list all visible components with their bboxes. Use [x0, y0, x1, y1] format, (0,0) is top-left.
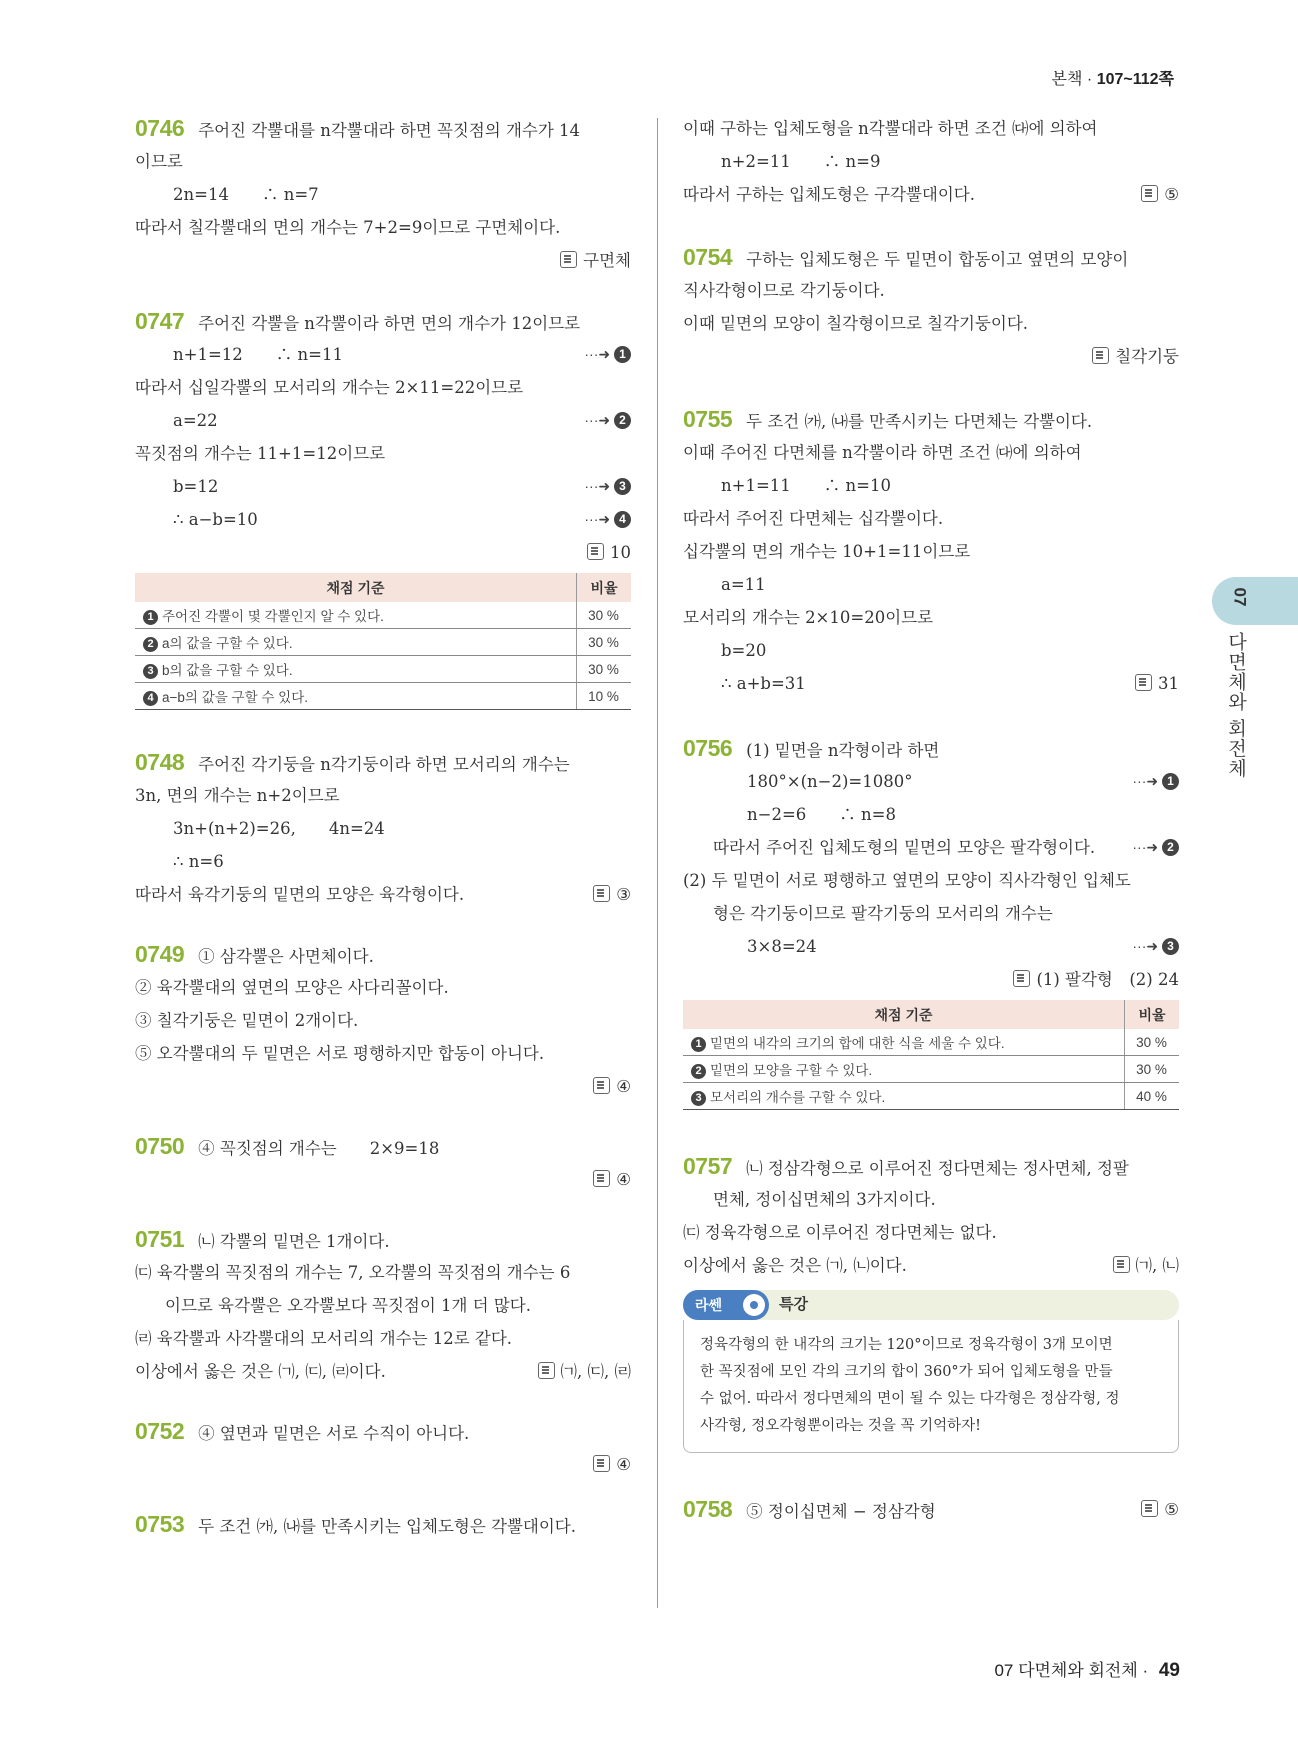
answer — [1092, 340, 1179, 373]
answer-text: ㈀, ㈂, ㈃ — [560, 1362, 631, 1381]
problem-number: 0751 — [135, 1226, 185, 1252]
table-row: 4 a−b의 값을 구할 수 있다. 10 % — [135, 683, 631, 710]
solution-line: ③ 칠각기둥은 밑면이 2개이다. — [135, 1011, 359, 1030]
page-header: 본책 · 107~112쪽 — [1051, 71, 1174, 88]
solution-line: ∴ a+b=31 — [721, 674, 806, 693]
solution-line: 주어진 각기둥을 n각기둥이라 하면 모서리의 개수는 — [198, 755, 570, 774]
special-lecture-box — [683, 1290, 1179, 1453]
answer — [593, 1070, 631, 1103]
grading-table — [683, 1000, 1179, 1110]
chapter-number: 07 — [1230, 587, 1250, 607]
problem-number: 0754 — [683, 244, 733, 270]
solution-line: 주어진 각뿔을 n각뿔이라 하면 면의 개수가 12이므로 — [198, 314, 581, 333]
solution-line: ∴ a−b=10 — [173, 510, 258, 529]
lecture-badge-label: 라쎈 — [695, 1297, 723, 1313]
solution-line: ㈁ 정삼각형으로 이루어진 정다면체는 정사면체, 정팔 — [746, 1159, 1129, 1178]
answer-icon — [593, 1077, 610, 1094]
answer-icon — [587, 543, 604, 560]
solution-line: n−2=6 ∴ n=8 — [747, 805, 896, 824]
solution-line: 이므로 — [135, 152, 183, 171]
step-marker-3: ···➜ 3 — [584, 470, 631, 503]
grading-table — [135, 573, 631, 710]
table-row: 2 밑면의 모양을 구할 수 있다. 30 % — [683, 1056, 1179, 1083]
problem-number: 0758 — [683, 1496, 733, 1522]
criteria-text: 모서리의 개수를 구할 수 있다. — [710, 1090, 886, 1105]
answer-text: ④ — [616, 1455, 631, 1474]
solution-line: 따라서 주어진 입체도형의 밑면의 모양은 팔각형이다. — [713, 838, 1096, 857]
problem-number: 0749 — [135, 941, 185, 967]
solution-line: 따라서 십일각뿔의 모서리의 개수는 2×11=22이므로 — [135, 378, 524, 397]
problem-0757 — [683, 1150, 1179, 1282]
solution-line: n+1=12 ∴ n=11 — [173, 345, 343, 364]
answer-icon — [1135, 674, 1152, 691]
problem-0747 — [135, 305, 631, 710]
answer — [1013, 963, 1179, 996]
problem-0753-continued — [683, 112, 1179, 211]
solution-line: 이상에서 옳은 것은 ㈀, ㈁이다. — [683, 1256, 907, 1275]
problem-0756 — [683, 732, 1179, 1110]
answer — [587, 536, 631, 569]
criteria-text: b의 값을 구할 수 있다. — [162, 663, 293, 678]
problem-number: 0755 — [683, 406, 733, 432]
book-ref-label: 본책 — [1051, 71, 1083, 88]
solution-line: 면체, 정이십면체의 3가지이다. — [713, 1190, 936, 1209]
badge-dot-icon — [743, 1294, 765, 1316]
step-marker-1: ···➜ 1 — [584, 338, 631, 371]
answer-icon — [593, 885, 610, 902]
problem-number: 0757 — [683, 1153, 733, 1179]
page-range: 107~112쪽 — [1096, 71, 1174, 88]
solution-line: n+1=11 ∴ n=10 — [721, 476, 891, 495]
answer-icon — [593, 1455, 610, 1472]
table-row: 3 모서리의 개수를 구할 수 있다. 40 % — [683, 1083, 1179, 1110]
solution-line: 두 조건 ㈎, ㈏를 만족시키는 입체도형은 각뿔대이다. — [198, 1517, 576, 1536]
solution-line: 형은 각기둥이므로 팔각기둥의 모서리의 개수는 — [713, 904, 1053, 923]
solution-line: 두 조건 ㈎, ㈏를 만족시키는 다면체는 각뿔이다. — [746, 412, 1093, 431]
problem-0746 — [135, 112, 631, 277]
solution-line: 꼭짓점의 개수는 11+1=12이므로 — [135, 444, 386, 463]
solution-line: 이때 주어진 다면체를 n각뿔이라 하면 조건 ㈐에 의하여 — [683, 443, 1082, 462]
lecture-line: 사각형, 정오각형뿐이라는 것을 꼭 기억하자! — [700, 1418, 981, 1434]
answer-icon — [1113, 1256, 1130, 1273]
lecture-title: 특강 — [779, 1296, 808, 1313]
problem-number: 0756 — [683, 735, 733, 761]
problem-number: 0753 — [135, 1511, 185, 1537]
problem-number: 0752 — [135, 1418, 185, 1444]
answer-icon — [1141, 1500, 1158, 1517]
solution-line: 따라서 칠각뿔대의 면의 개수는 7+2=9이므로 구면체이다. — [135, 218, 561, 237]
page-number: 49 — [1158, 1660, 1180, 1681]
answer-icon — [1013, 970, 1030, 987]
solution-line: ㈁ 각뿔의 밑면은 1개이다. — [198, 1232, 390, 1251]
answer-text: ③ — [616, 885, 631, 904]
criteria-text: 주어진 각뿔이 몇 각뿔인지 알 수 있다. — [162, 609, 384, 624]
step-marker-2: ···➜ 2 — [584, 404, 631, 437]
right-column — [683, 112, 1179, 1526]
solution-line: 이상에서 옳은 것은 ㈀, ㈂, ㈃이다. — [135, 1362, 386, 1381]
answer-icon — [560, 251, 577, 268]
criteria-text: a−b의 값을 구할 수 있다. — [162, 690, 308, 705]
step-marker-4: ···➜ 4 — [584, 503, 631, 536]
solution-line: 3n, 면의 개수는 n+2이므로 — [135, 786, 340, 805]
problem-number: 0746 — [135, 115, 185, 141]
problem-0754 — [683, 241, 1179, 373]
answer-text: ④ — [616, 1170, 631, 1189]
answer-text: 구면체 — [583, 251, 631, 270]
grading-header-criteria: 채점 기준 — [135, 573, 577, 602]
solution-line: 이때 구하는 입체도형을 n각뿔대라 하면 조건 ㈐에 의하여 — [683, 119, 1098, 138]
lecture-line: 정육각형의 한 내각의 크기는 120°이므로 정육각형이 3개 모이면 — [700, 1337, 1113, 1353]
ratio-text: 40 % — [1125, 1083, 1180, 1110]
answer-icon — [538, 1362, 555, 1379]
answer-text: ㈀, ㈁ — [1135, 1256, 1179, 1275]
solution-line: 이므로 육각뿔은 오각뿔보다 꼭짓점이 1개 더 많다. — [165, 1296, 531, 1315]
solution-line: 주어진 각뿔대를 n각뿔대라 하면 꼭짓점의 개수가 14 — [198, 121, 581, 140]
answer — [1141, 1493, 1179, 1526]
solution-line: ㈂ 육각뿔의 꼭짓점의 개수는 7, 오각뿔의 꼭짓점의 개수는 6 — [135, 1263, 571, 1282]
criteria-text: 밑면의 내각의 크기의 합에 대한 식을 세울 수 있다. — [710, 1036, 1005, 1051]
table-row: 3 b의 값을 구할 수 있다. 30 % — [135, 656, 631, 683]
solution-line: 3n+(n+2)=26, 4n=24 — [173, 819, 385, 838]
answer-text: 칠각기둥 — [1115, 347, 1179, 366]
left-column — [135, 112, 631, 1541]
solution-line: ④ 옆면과 밑면은 서로 수직이 아니다. — [198, 1424, 470, 1443]
solution-line: 따라서 육각기둥의 밑면의 모양은 육각형이다. — [135, 885, 465, 904]
lecture-badge — [683, 1290, 769, 1320]
table-row: 1 주어진 각뿔이 몇 각뿔인지 알 수 있다. 30 % — [135, 602, 631, 629]
ratio-text: 30 % — [577, 656, 632, 683]
table-row: 1 밑면의 내각의 크기의 합에 대한 식을 세울 수 있다. 30 % — [683, 1029, 1179, 1056]
problem-0748 — [135, 746, 631, 911]
answer — [560, 244, 631, 277]
solution-line: 구하는 입체도형은 두 밑면이 합동이고 옆면의 모양이 — [746, 250, 1129, 269]
solution-line: (1) 밑면을 n각형이라 하면 — [746, 741, 940, 760]
solution-line: n+2=11 ∴ n=9 — [721, 152, 881, 171]
chapter-side-label: 다면체와 회전체 — [1225, 632, 1246, 779]
solution-line: 직사각형이므로 각기둥이다. — [683, 281, 885, 300]
ratio-text: 30 % — [1125, 1056, 1180, 1083]
grading-header-ratio: 비율 — [577, 573, 632, 602]
solution-line: a=22 — [173, 411, 218, 430]
solution-line: ⑤ 오각뿔대의 두 밑면은 서로 평행하지만 합동이 아니다. — [135, 1044, 545, 1063]
answer — [593, 1163, 631, 1196]
solution-line: 따라서 주어진 다면체는 십각뿔이다. — [683, 509, 944, 528]
criteria-text: 밑면의 모양을 구할 수 있다. — [710, 1063, 873, 1078]
problem-0755 — [683, 403, 1179, 700]
solution-line: ② 육각뿔대의 옆면의 모양은 사다리꼴이다. — [135, 978, 449, 997]
answer — [593, 1448, 631, 1481]
problem-number: 0748 — [135, 749, 185, 775]
answer — [593, 878, 631, 911]
solution-line: ① 삼각뿔은 사면체이다. — [198, 947, 374, 966]
solution-line: 십각뿔의 면의 개수는 10+1=11이므로 — [683, 542, 971, 561]
problem-number: 0750 — [135, 1133, 185, 1159]
step-marker-2: ···➜ 2 — [1132, 831, 1179, 864]
answer — [1135, 667, 1179, 700]
answer-text: ④ — [616, 1077, 631, 1096]
problem-0749 — [135, 938, 631, 1103]
answer-text: 31 — [1158, 674, 1179, 693]
solution-line: ④ 꼭짓점의 개수는 2×9=18 — [198, 1139, 440, 1158]
solution-line: b=12 — [173, 477, 219, 496]
answer-text: 10 — [610, 543, 631, 562]
solution-line: 180°×(n−2)=1080° — [747, 772, 913, 791]
footer-chapter: 07 다면체와 회전체 — [994, 1661, 1138, 1680]
solution-line: 따라서 구하는 입체도형은 구각뿔대이다. — [683, 185, 975, 204]
answer — [1141, 178, 1179, 211]
solution-line: 이때 밑면의 모양이 칠각형이므로 칠각기둥이다. — [683, 314, 1029, 333]
lecture-line: 한 꼭짓점에 모인 각의 크기의 합이 360°가 되어 입체도형을 만들 — [700, 1364, 1113, 1380]
problem-0752 — [135, 1415, 631, 1481]
answer-icon — [1092, 347, 1109, 364]
problem-0750 — [135, 1130, 631, 1196]
criteria-text: a의 값을 구할 수 있다. — [162, 636, 293, 651]
solution-line: 모서리의 개수는 2×10=20이므로 — [683, 608, 934, 627]
answer-text: (1) 팔각형 (2) 24 — [1036, 970, 1179, 989]
chapter-tab — [1212, 577, 1298, 625]
answer-icon — [593, 1170, 610, 1187]
lecture-line: 수 없어. 따라서 정다면체의 면이 될 수 있는 다각형은 정삼각형, 정 — [700, 1391, 1120, 1407]
ratio-text: 10 % — [577, 683, 632, 710]
answer-text: ⑤ — [1164, 185, 1179, 204]
grading-header-criteria: 채점 기준 — [683, 1000, 1125, 1029]
solution-line: ∴ n=6 — [173, 852, 224, 871]
answer-icon — [1141, 185, 1158, 202]
solution-line: ㈂ 정육각형으로 이루어진 정다면체는 없다. — [683, 1223, 997, 1242]
solution-line: ㈃ 육각뿔과 사각뿔대의 모서리의 개수는 12로 같다. — [135, 1329, 513, 1348]
step-marker-3: ···➜ 3 — [1132, 930, 1179, 963]
solution-line: a=11 — [721, 575, 766, 594]
solution-line: b=20 — [721, 641, 767, 660]
step-marker-1: ···➜ 1 — [1132, 765, 1179, 798]
problem-0758 — [683, 1493, 1179, 1526]
answer-text: ⑤ — [1164, 1500, 1179, 1519]
ratio-text: 30 % — [577, 602, 632, 629]
answer — [538, 1355, 631, 1388]
column-divider — [657, 118, 658, 1608]
problem-0753-start — [135, 1508, 631, 1541]
answer — [1113, 1249, 1180, 1282]
solution-line: ⑤ 정이십면체 − 정삼각형 — [746, 1502, 936, 1521]
problem-0751 — [135, 1223, 631, 1388]
page-footer: 07 다면체와 회전체 · 49 — [994, 1660, 1180, 1681]
problem-number: 0747 — [135, 308, 185, 334]
solution-line: 3×8=24 — [747, 937, 817, 956]
solution-line: 2n=14 ∴ n=7 — [173, 185, 319, 204]
ratio-text: 30 % — [577, 629, 632, 656]
ratio-text: 30 % — [1125, 1029, 1180, 1056]
grading-header-ratio: 비율 — [1125, 1000, 1180, 1029]
table-row: 2 a의 값을 구할 수 있다. 30 % — [135, 629, 631, 656]
solution-line: (2) 두 밑면이 서로 평행하고 옆면의 모양이 직사각형인 입체도 — [683, 871, 1131, 890]
